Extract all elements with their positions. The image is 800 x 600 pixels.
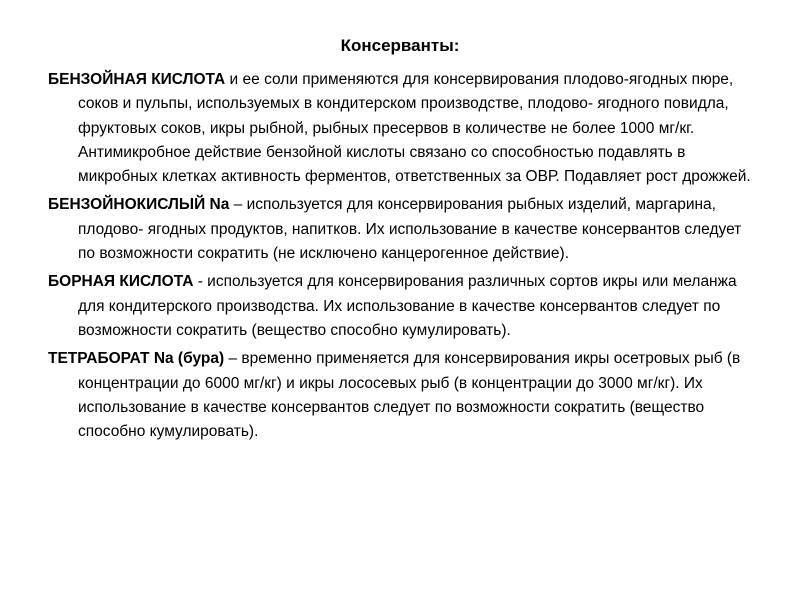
slide-content xyxy=(48,68,760,448)
paragraph-text: – используется для консервирования рыбных изделий, маргарина, плодово- ягодных продуктов, напитков. Их использование в качестве консервантов следует по возможности сократить (не исключено канцерогенное действие). xyxy=(78,196,742,263)
paragraph-sodium-tetraborate xyxy=(48,347,760,444)
paragraph-text: и ее соли применяются для консервирования плодово-ягодных пюре, соков и пульпы, используемых в кондитерском производстве, плодово- ягодного повидла, фруктовых соков, икры рыбной, рыбных пресервов в количестве не более 1000 мг/кг. Антимикробное действие бензойной кислоты связано со способностью подавлять в микробных клетках активность ферментов, ответственных за ОВР. Подавляет рост дрожжей. xyxy=(78,71,751,186)
paragraph-term: БЕНЗОЙНАЯ КИСЛОТА xyxy=(48,71,226,88)
paragraph-text: – временно применяется для консервирования икры осетровых рыб (в концентрации до 6000 мг/кг) и икры лососевых рыб (в концентрации до 3000 мг/кг). Их использование в качестве консервантов следует по возможности сократить (вещество способно кумулировать). xyxy=(78,350,741,441)
paragraph-sodium-benzoate xyxy=(48,193,760,266)
slide-title: Консерванты: xyxy=(340,36,460,55)
paragraph-benzoic-acid xyxy=(48,68,760,189)
paragraph-boric-acid xyxy=(48,270,760,343)
paragraph-text: - используется для консервирования различных сортов икры или меланжа для кондитерского производства. Их использование в качестве консервантов следует по возможности сократить (вещество способно кумулировать). xyxy=(78,273,737,339)
paragraph-term: ТЕТРАБОРАТ Na (бура) xyxy=(48,350,225,368)
paragraph-term: БОРНАЯ КИСЛОТА xyxy=(48,273,194,291)
paragraph-term: БЕНЗОЙНОКИСЛЫЙ Na xyxy=(48,196,230,214)
